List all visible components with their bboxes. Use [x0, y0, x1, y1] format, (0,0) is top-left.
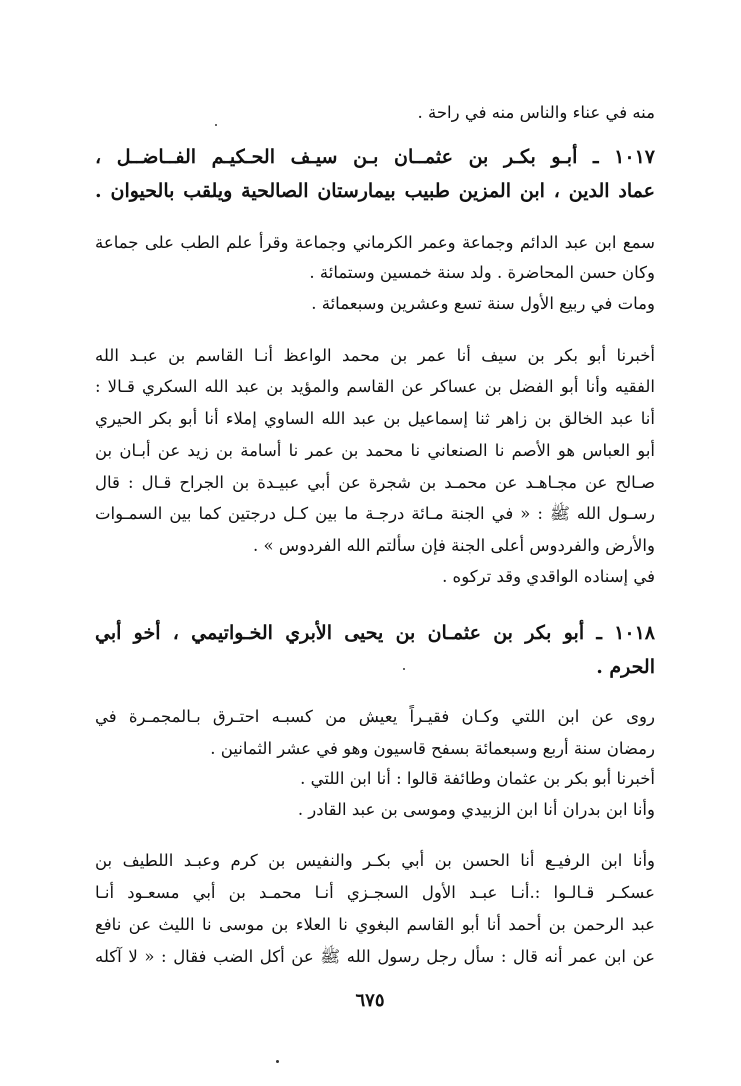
- text-line: رمضان سنة أربع وسبعمائة بسفح قاسيون وهو في عشر الثمانين .: [210, 739, 655, 758]
- text-line: أنا عبد الخالق بن زاهر ثنا إسماعيل بن عبد الله الساوي إملاء أنا أبو بكر الحيري: [95, 409, 655, 428]
- text-line: روى عن ابن اللتي وكـان فقيـراً يعيش من كسبـه احتـرق بـالمجمـرة في: [95, 707, 655, 726]
- entry-heading: ١٠١٨ ـ أبو بكر بن عثمـان بن يحيى الأبري الخـواتيمي ، أخو أبي: [95, 622, 655, 644]
- text-line: أخبرنا أبو بكر بن سيف أنا عمر بن محمد الواعظ أنـا القاسم بن عبـد الله: [95, 346, 655, 365]
- text-line: عبد الرحمن بن أحمد أنا أبو القاسم البغوي نا العلاء بن موسى نا الليث عن نافع: [95, 915, 655, 934]
- text-line: عن ابن عمر أنه قال : سأل رجل رسول الله ﷺ عن أكل الضب فقال : « لا آكله: [95, 947, 655, 966]
- entry-heading: ١٠١٧ ـ أبـو بكـر بن عثمــان بـن سيـف الحـكيـم الفــاضــل ،: [95, 146, 655, 168]
- text-line: أخبرنا أبو بكر بن عثمان وطائفة قالوا : أنا ابن اللتي .: [300, 769, 655, 788]
- text-line: وأنا ابن بدران أنا ابن الزبيدي وموسى بن عبد القادر .: [297, 800, 655, 819]
- text-line: والأرض والفردوس أعلى الجنة فإن سألتم الله الفردوس » .: [253, 536, 655, 555]
- speck-mark: [276, 1060, 279, 1063]
- text-line: صـالح عن مجـاهـد عن محمـد بن شجرة عن أبي عبيـدة بن الجراح قـال : قال: [95, 473, 655, 492]
- text-line: وكان حسن المحاضرة . ولد سنة خمسين وستمائة .: [309, 263, 655, 282]
- text-line: ومات في ربيع الأول سنة تسع وعشرين وسبعمائة .: [311, 294, 655, 313]
- entry-heading-cont: الحرم .: [596, 656, 655, 678]
- text-line: الفقيه وأنا أبو الفضل بن عساكر عن القاسم والمؤيد بن عبد الله السكري قـالا :: [95, 377, 655, 396]
- text-line: سمع ابن عبد الدائم وجماعة وعمر الكرماني وجماعة وقرأ علم الطب على جماعة: [95, 233, 655, 252]
- text-line: وأنا ابن الرفيـع أنا الحسن بن أبي بكـر والنفيس بن كرم وعبـد اللطيف بن: [95, 851, 655, 870]
- text-line: عسكـر قـالـوا :.أنـا عبـد الأول السجـزي أنـا محمـد بن أبي مسعـود أنـا: [95, 883, 655, 902]
- text-line: في إسناده الواقدي وقد تركوه .: [442, 567, 655, 586]
- text-line: رسـول الله ﷺ : « في الجنة مـائة درجـة ما بين كـل درجتين كما بين السمـوات: [95, 504, 655, 523]
- page-number: ٦٧٥: [355, 990, 385, 1011]
- text-line: منه في عناء والناس منه في راحة .: [417, 103, 655, 122]
- speck-mark: [403, 668, 405, 670]
- entry-heading-cont: عماد الدين ، ابن المزين طبيب بيمارستان الصالحية ويلقب بالحيوان .: [95, 180, 655, 202]
- text-line: أبو العباس هو الأصم نا الصنعاني نا محمد بن عمر نا أسامة بن زيد عن أبـان بن: [95, 441, 655, 460]
- speck-mark: [215, 124, 217, 126]
